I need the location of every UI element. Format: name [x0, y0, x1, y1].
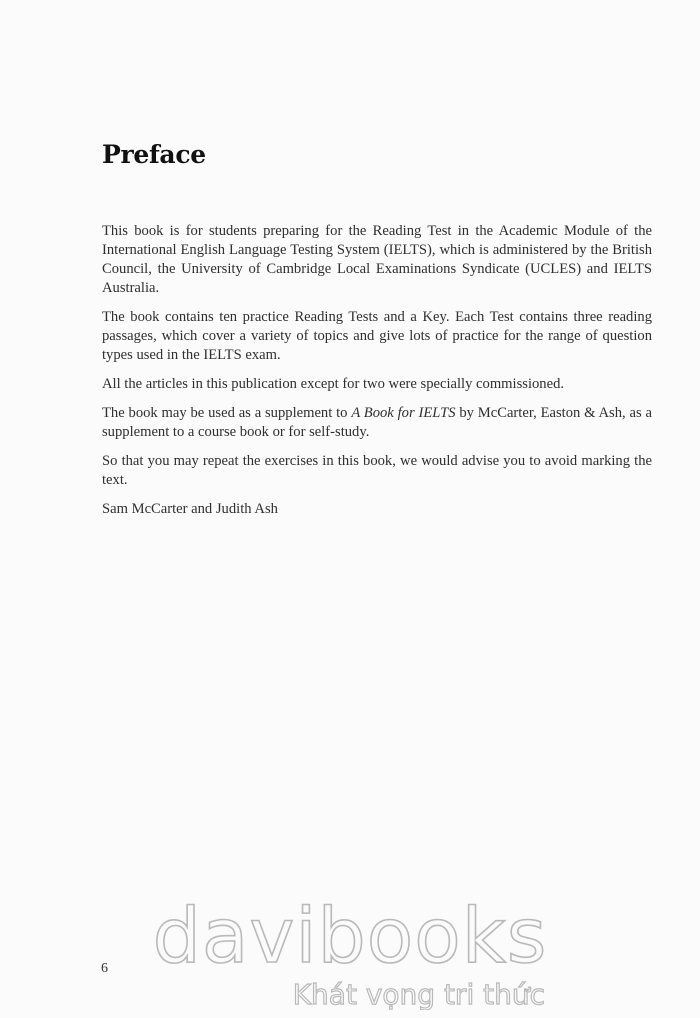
watermark-brand: davibooks: [152, 891, 548, 980]
page-number: 6: [101, 961, 108, 976]
preface-body: [102, 222, 652, 529]
watermark-logo: [140, 880, 560, 1010]
author-signature: Sam McCarter and Judith Ash: [102, 501, 278, 517]
usage-text-before: The book may be used as a supplement to: [102, 405, 352, 421]
watermark-tagline: Khát vọng tri thức: [292, 978, 545, 1010]
book-title: A Book for IELTS: [351, 405, 456, 421]
usage-text-after: by McCarter, Easton & Ash, as a supplement to a course book or for self-study.: [102, 405, 652, 440]
paragraph-usage: [102, 404, 652, 442]
paragraph-articles: All the articles in this publication except for two were specially commissioned.: [102, 376, 565, 392]
paragraph-intro: This book is for students preparing for the Reading Test in the Academic Module of the International English Language Testing System (IELTS), which is administered by the British Council, the University of Cambridge Local Examinations Syndicate (UCLES) and IELTS Australia.: [102, 223, 652, 296]
paragraph-advice: So that you may repeat the exercises in this book, we would advise you to avoid marking the text.: [102, 453, 652, 488]
paragraph-contents: The book contains ten practice Reading Tests and a Key. Each Test contains three reading passages, which cover a variety of topics and give lots of practice for the range of question types used in the IELTS exam.: [102, 309, 652, 363]
page-title: Preface: [102, 140, 206, 169]
